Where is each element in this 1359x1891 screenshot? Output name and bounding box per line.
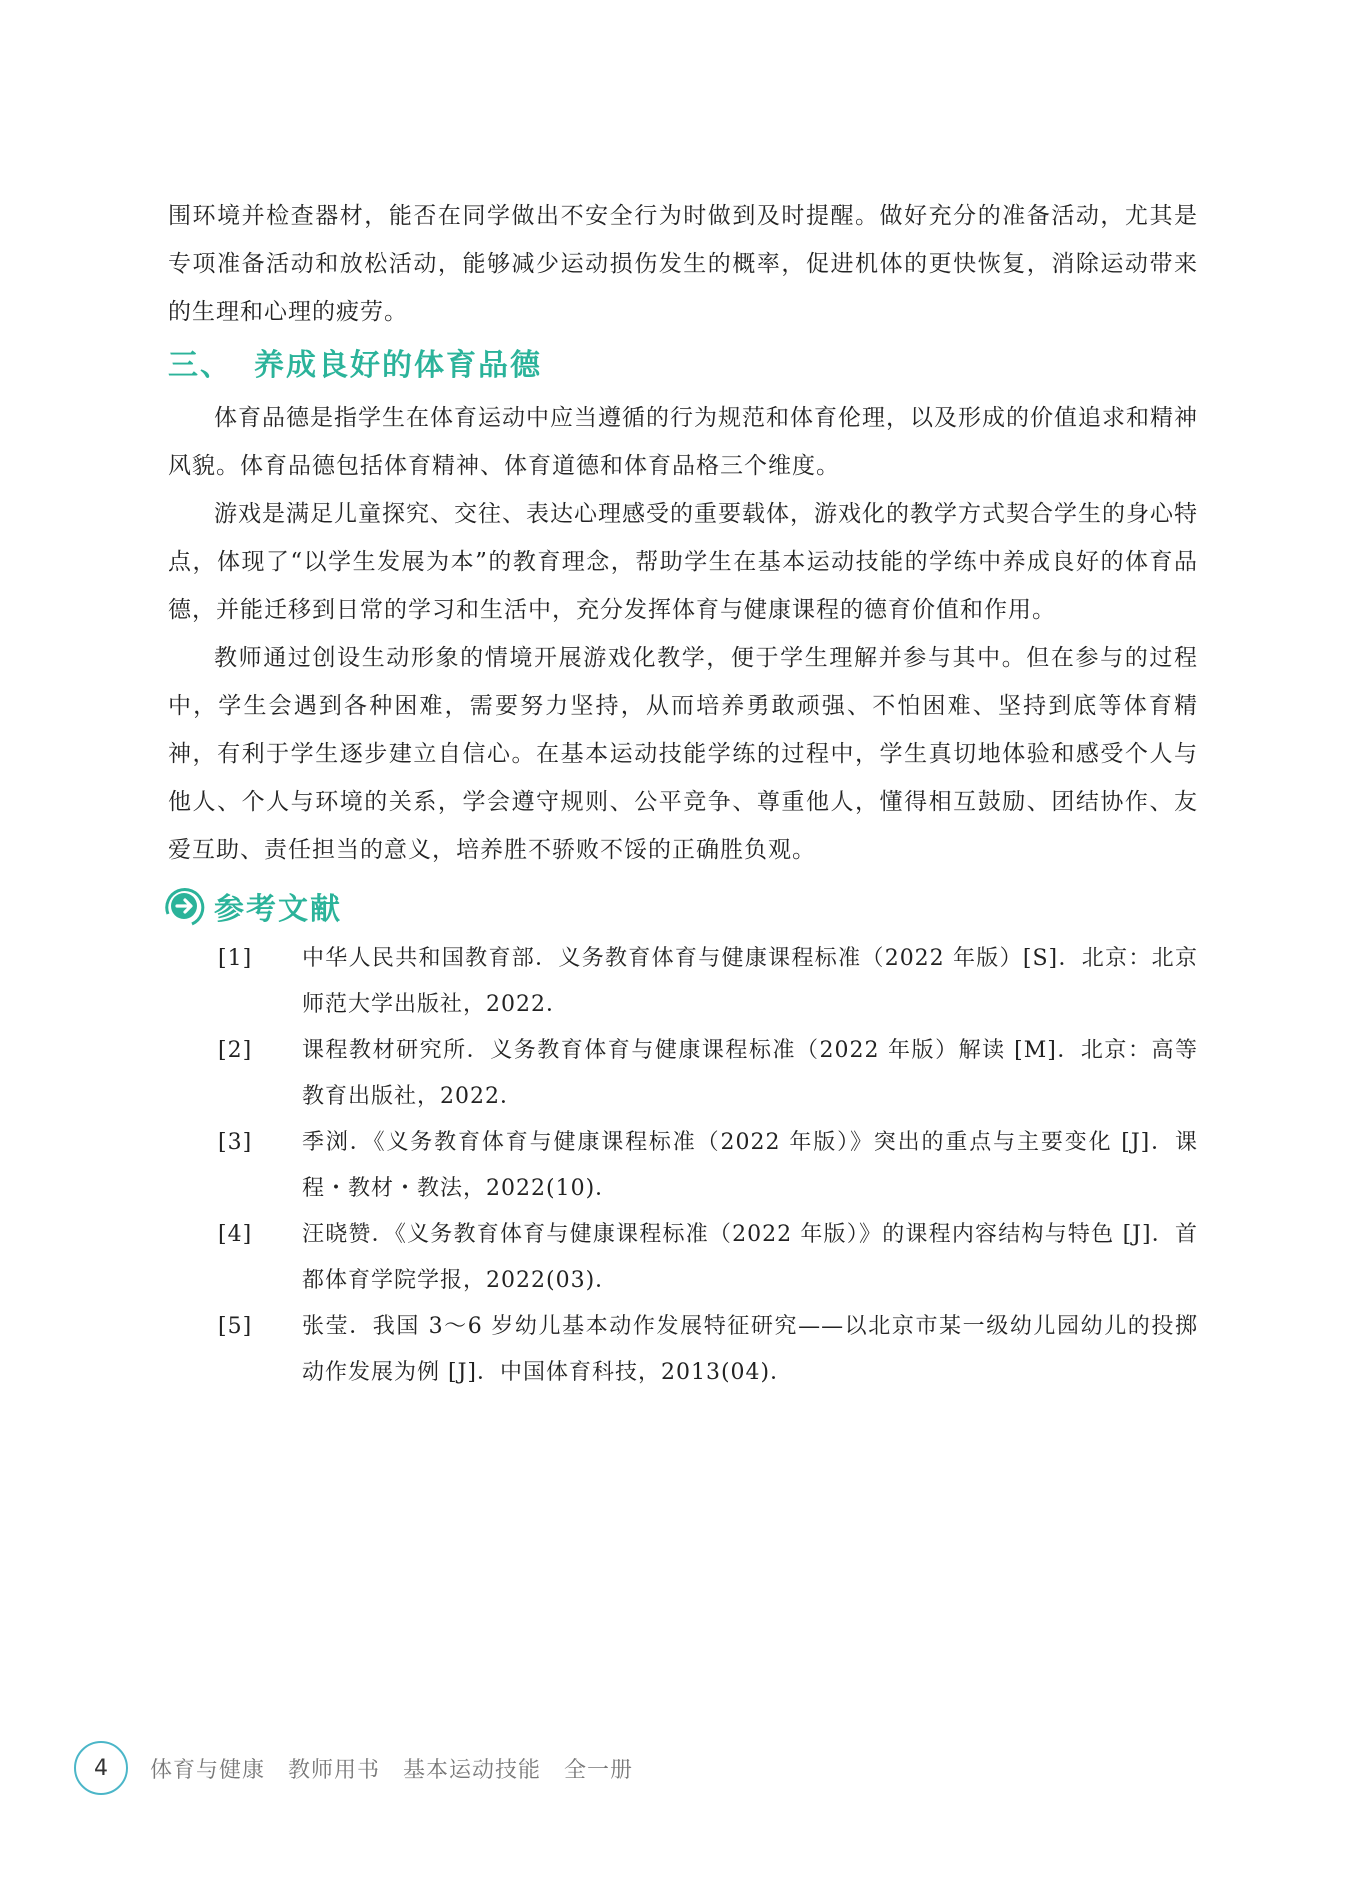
section-heading [168,342,1198,390]
reference-item [168,1212,1198,1304]
paragraph-sports-ethics: 体育品德是指学生在体育运动中应当遵循的行为规范和体育伦理，以及形成的价值追求和精神风貌。体育品德包括体育精神、体育道德和体育品格三个维度。 [168,405,1198,479]
reference-number: [2] [218,1038,253,1063]
references-title: 参考文献 [214,892,342,927]
page-footer [74,1740,633,1796]
reference-number: [4] [218,1222,253,1247]
reference-text: 张莹．我国 3～6 岁幼儿基本动作发展特征研究——以北京市某一级幼儿园幼儿的投掷动作发展为例 [J]．中国体育科技，2013(04)． [302,1314,1198,1385]
reference-number: [1] [218,946,253,971]
reference-list [168,936,1198,1396]
section-number: 三、 [168,348,232,383]
reference-number: [3] [218,1130,253,1155]
paragraph-teaching: 教师通过创设生动形象的情境开展游戏化教学，便于学生理解并参与其中。但在参与的过程中，学生会遇到各种困难，需要努力坚持，从而培养勇敢顽强、不怕困难、坚持到底等体育精神，有利于学生逐步建立自信心。在基本运动技能学练的过程中，学生真切地体验和感受个人与他人、个人与环境的关系，学会遵守规则、公平竞争、尊重他人，懂得相互鼓励、团结协作、友爱互助、责任担当的意义，培养胜不骄败不馁的正确胜负观。 [168,645,1198,863]
section-title: 养成良好的体育品德 [254,348,542,383]
reference-item [168,1120,1198,1212]
reference-item [168,936,1198,1028]
page-number: 4 [74,1741,128,1795]
intro-paragraph: 围环境并检查器材，能否在同学做出不安全行为时做到及时提醒。做好充分的准备活动，尤其是专项准备活动和放松活动，能够减少运动损伤发生的概率，促进机体的更快恢复，消除运动带来的生理和心理的疲劳。 [168,203,1198,325]
main-content [168,192,1198,1396]
reference-text: 中华人民共和国教育部．义务教育体育与健康课程标准（2022 年版）[S]．北京：北京师范大学出版社，2022． [302,946,1198,1017]
arrow-right-circle-icon [162,884,206,928]
reference-number: [5] [218,1314,253,1339]
reference-item [168,1028,1198,1120]
reference-text: 季浏．《义务教育体育与健康课程标准（2022 年版）》突出的重点与主要变化 [J]．课程・教材・教法，2022(10)． [302,1130,1198,1201]
references-heading [162,882,1198,930]
book-title: 体育与健康 教师用书 基本运动技能 全一册 [150,1757,634,1783]
reference-text: 课程教材研究所．义务教育体育与健康课程标准（2022 年版）解读 [M]．北京：高等教育出版社，2022． [302,1038,1198,1109]
reference-text: 汪晓赞．《义务教育体育与健康课程标准（2022 年版）》的课程内容结构与特色 [J]．首都体育学院学报，2022(03)． [302,1222,1198,1293]
paragraph-games: 游戏是满足儿童探究、交往、表达心理感受的重要载体，游戏化的教学方式契合学生的身心特点，体现了“以学生发展为本”的教育理念，帮助学生在基本运动技能的学练中养成良好的体育品德，并能迁移到日常的学习和生活中，充分发挥体育与健康课程的德育价值和作用。 [168,501,1198,623]
reference-item [168,1304,1198,1396]
